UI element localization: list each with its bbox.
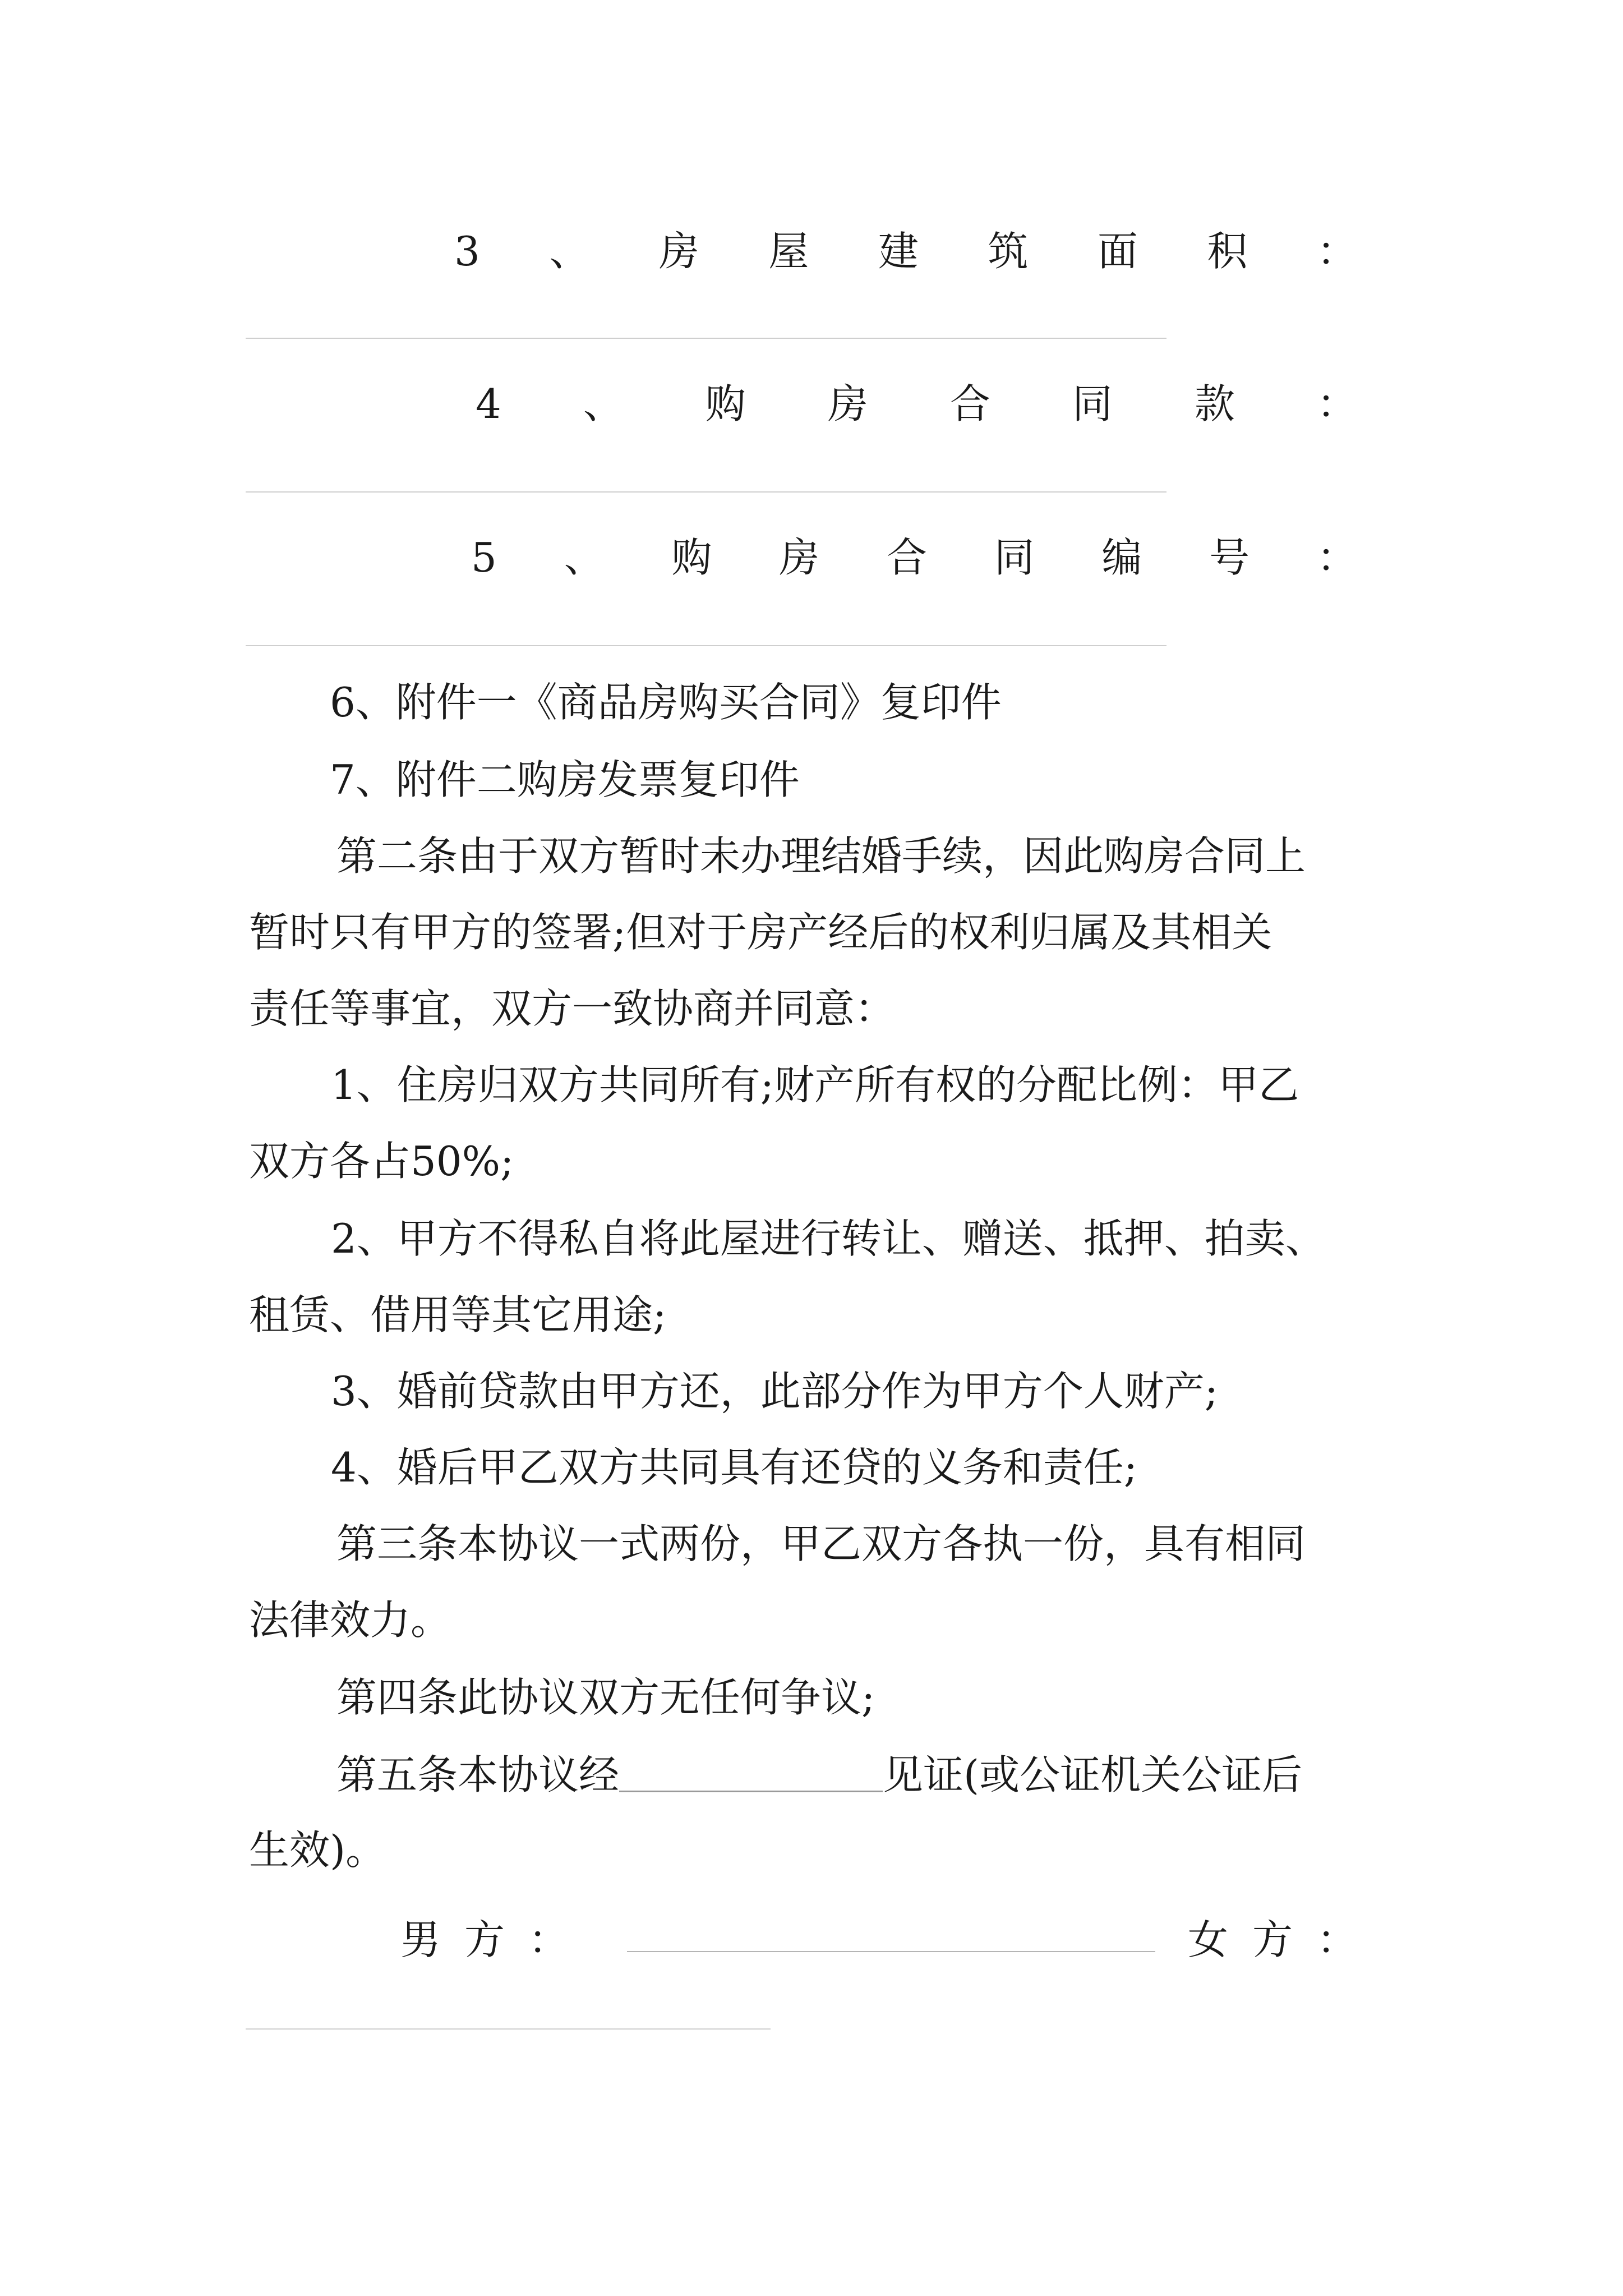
- article-3-line-1: 第三条本协议一式两份，甲乙双方各执一份，具有相同: [336, 1520, 1306, 1567]
- form-item-contract-number: [471, 525, 1357, 583]
- article-2-line-3: 责任等事宜，双方一致协商并同意：: [249, 985, 896, 1032]
- signature-char: 方: [1252, 1916, 1293, 1963]
- male-signature-line: [627, 1951, 1155, 1952]
- item-char: 同: [994, 534, 1035, 581]
- item-number: 3: [454, 228, 480, 275]
- agreement-item-3-line: 3、婚前贷款由甲方还，此部分作为甲方个人财产;: [331, 1368, 1219, 1415]
- female-party-label: [1188, 1907, 1357, 1966]
- witness-blank: [619, 1754, 883, 1792]
- item-char: 建: [878, 228, 919, 275]
- item-char: 合: [949, 380, 990, 427]
- article-2-line-2: 暂时只有甲方的签署;但对于房产经后的权利归属及其相关: [249, 909, 1272, 956]
- article-3-line-2: 法律效力。: [249, 1596, 451, 1644]
- item-char: 房: [658, 228, 699, 275]
- fill-line-building-area: [246, 338, 1166, 339]
- form-item-building-area: [454, 219, 1357, 277]
- item-char: 同: [1072, 380, 1113, 427]
- item-char: 房: [827, 380, 868, 427]
- signature-char: ：: [1316, 1916, 1357, 1963]
- signature-char: 男: [400, 1916, 441, 1963]
- item-char: 购: [671, 534, 712, 581]
- attachment-1-line: 6、附件一《商品房购买合同》复印件: [330, 679, 1002, 726]
- signature-char: ：: [528, 1916, 569, 1963]
- agreement-item-2-line-1: 2、甲方不得私自将此屋进行转让、赠送、抵押、拍卖、: [331, 1215, 1326, 1262]
- article-4-line: 第四条此协议双方无任何争议;: [336, 1674, 875, 1721]
- fill-line-contract-amount: [246, 491, 1166, 493]
- fill-line-contract-number: [246, 645, 1166, 646]
- item-char: 编: [1101, 534, 1142, 581]
- item-separator: 、: [549, 228, 590, 275]
- item-colon: ：: [1316, 380, 1357, 427]
- signature-char: 女: [1188, 1916, 1229, 1963]
- article-5-text-after: 见证(或公证机关公证后: [883, 1751, 1303, 1798]
- item-char: 合: [886, 534, 927, 581]
- item-char: 款: [1194, 380, 1235, 427]
- item-number: 4: [476, 380, 501, 427]
- signature-char: 方: [464, 1916, 505, 1963]
- article-5-line-1: [336, 1751, 1303, 1798]
- item-separator: 、: [564, 534, 605, 581]
- item-separator: 、: [583, 380, 624, 427]
- article-5-line-2: 生效)。: [249, 1826, 386, 1874]
- item-char: 面: [1097, 228, 1138, 275]
- item-number: 5: [471, 534, 497, 581]
- attachment-2-line: 7、附件二购房发票复印件: [330, 756, 800, 803]
- article-5-text-before: 第五条本协议经: [336, 1751, 620, 1798]
- item-char: 筑: [988, 228, 1029, 275]
- article-2-line-1: 第二条由于双方暂时未办理结婚手续，因此购房合同上: [336, 832, 1306, 880]
- female-signature-line: [246, 2028, 771, 2030]
- item-char: 购: [705, 380, 746, 427]
- agreement-item-1-line-1: 1、住房归双方共同所有;财产所有权的分配比例：甲乙: [331, 1061, 1299, 1108]
- form-item-contract-amount: [476, 371, 1357, 430]
- item-char: 屋: [768, 228, 809, 275]
- item-char: 积: [1207, 228, 1248, 275]
- agreement-item-4-line: 4、婚后甲乙双方共同具有还贷的义务和责任;: [331, 1444, 1138, 1491]
- agreement-item-2-line-2: 租赁、借用等其它用途;: [249, 1291, 667, 1338]
- male-party-label: [400, 1907, 569, 1966]
- item-char: 号: [1209, 534, 1250, 581]
- item-char: 房: [779, 534, 820, 581]
- item-colon: ：: [1316, 228, 1357, 275]
- item-colon: ：: [1316, 534, 1357, 581]
- agreement-item-1-line-2: 双方各占50%;: [249, 1138, 514, 1185]
